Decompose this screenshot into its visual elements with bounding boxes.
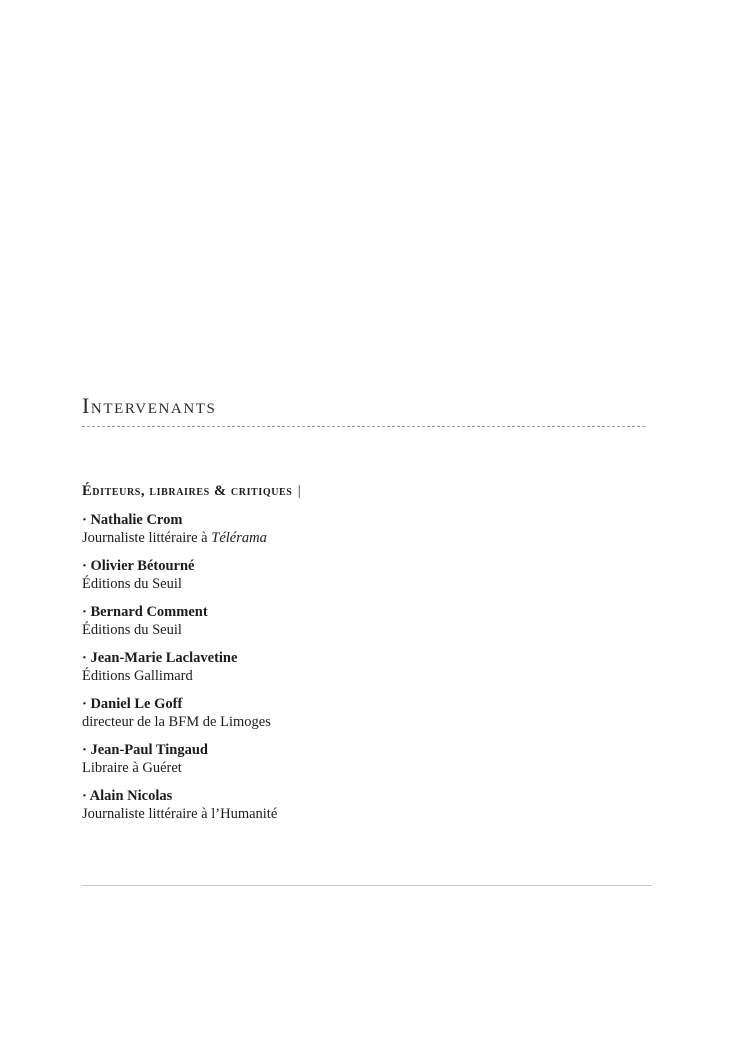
page-title: Intervenants	[82, 393, 217, 418]
participant-name: · Jean-Marie Laclavetine	[82, 650, 238, 666]
section-heading	[82, 481, 642, 501]
section-heading-text: Éditeurs, libraires & critiques	[82, 483, 293, 499]
participant-role: Libraire à Guéret	[82, 760, 182, 776]
participant-entry	[82, 787, 642, 823]
participant-role-text: Journaliste littéraire à	[82, 530, 212, 546]
participant-role: Éditions du Seuil	[82, 622, 182, 638]
participant-entry	[82, 649, 642, 685]
participant-entry	[82, 741, 642, 777]
participant-entry	[82, 603, 642, 639]
participant-role: Éditions du Seuil	[82, 576, 182, 592]
footer-divider	[82, 885, 652, 886]
participant-entry	[82, 695, 642, 731]
participant-name: · Daniel Le Goff	[82, 696, 183, 712]
participant-name: · Alain Nicolas	[82, 788, 173, 804]
participant-name: · Olivier Bétourné	[82, 558, 195, 574]
participant-name: · Jean-Paul Tingaud	[82, 742, 208, 758]
participant-role: directeur de la BFM de Limoges	[82, 714, 271, 730]
participant-role: Éditions Gallimard	[82, 668, 193, 684]
participant-entry	[82, 511, 642, 547]
participant-entry	[82, 557, 642, 593]
participant-name: · Bernard Comment	[82, 604, 208, 620]
participant-role: Journaliste littéraire à l’Humanité	[82, 806, 278, 822]
section-heading-separator: |	[297, 483, 302, 499]
title-divider	[82, 426, 645, 427]
publication-title: Télérama	[211, 530, 267, 546]
participants-section	[82, 481, 642, 833]
participant-name: · Nathalie Crom	[82, 512, 183, 528]
participant-role	[82, 529, 642, 547]
